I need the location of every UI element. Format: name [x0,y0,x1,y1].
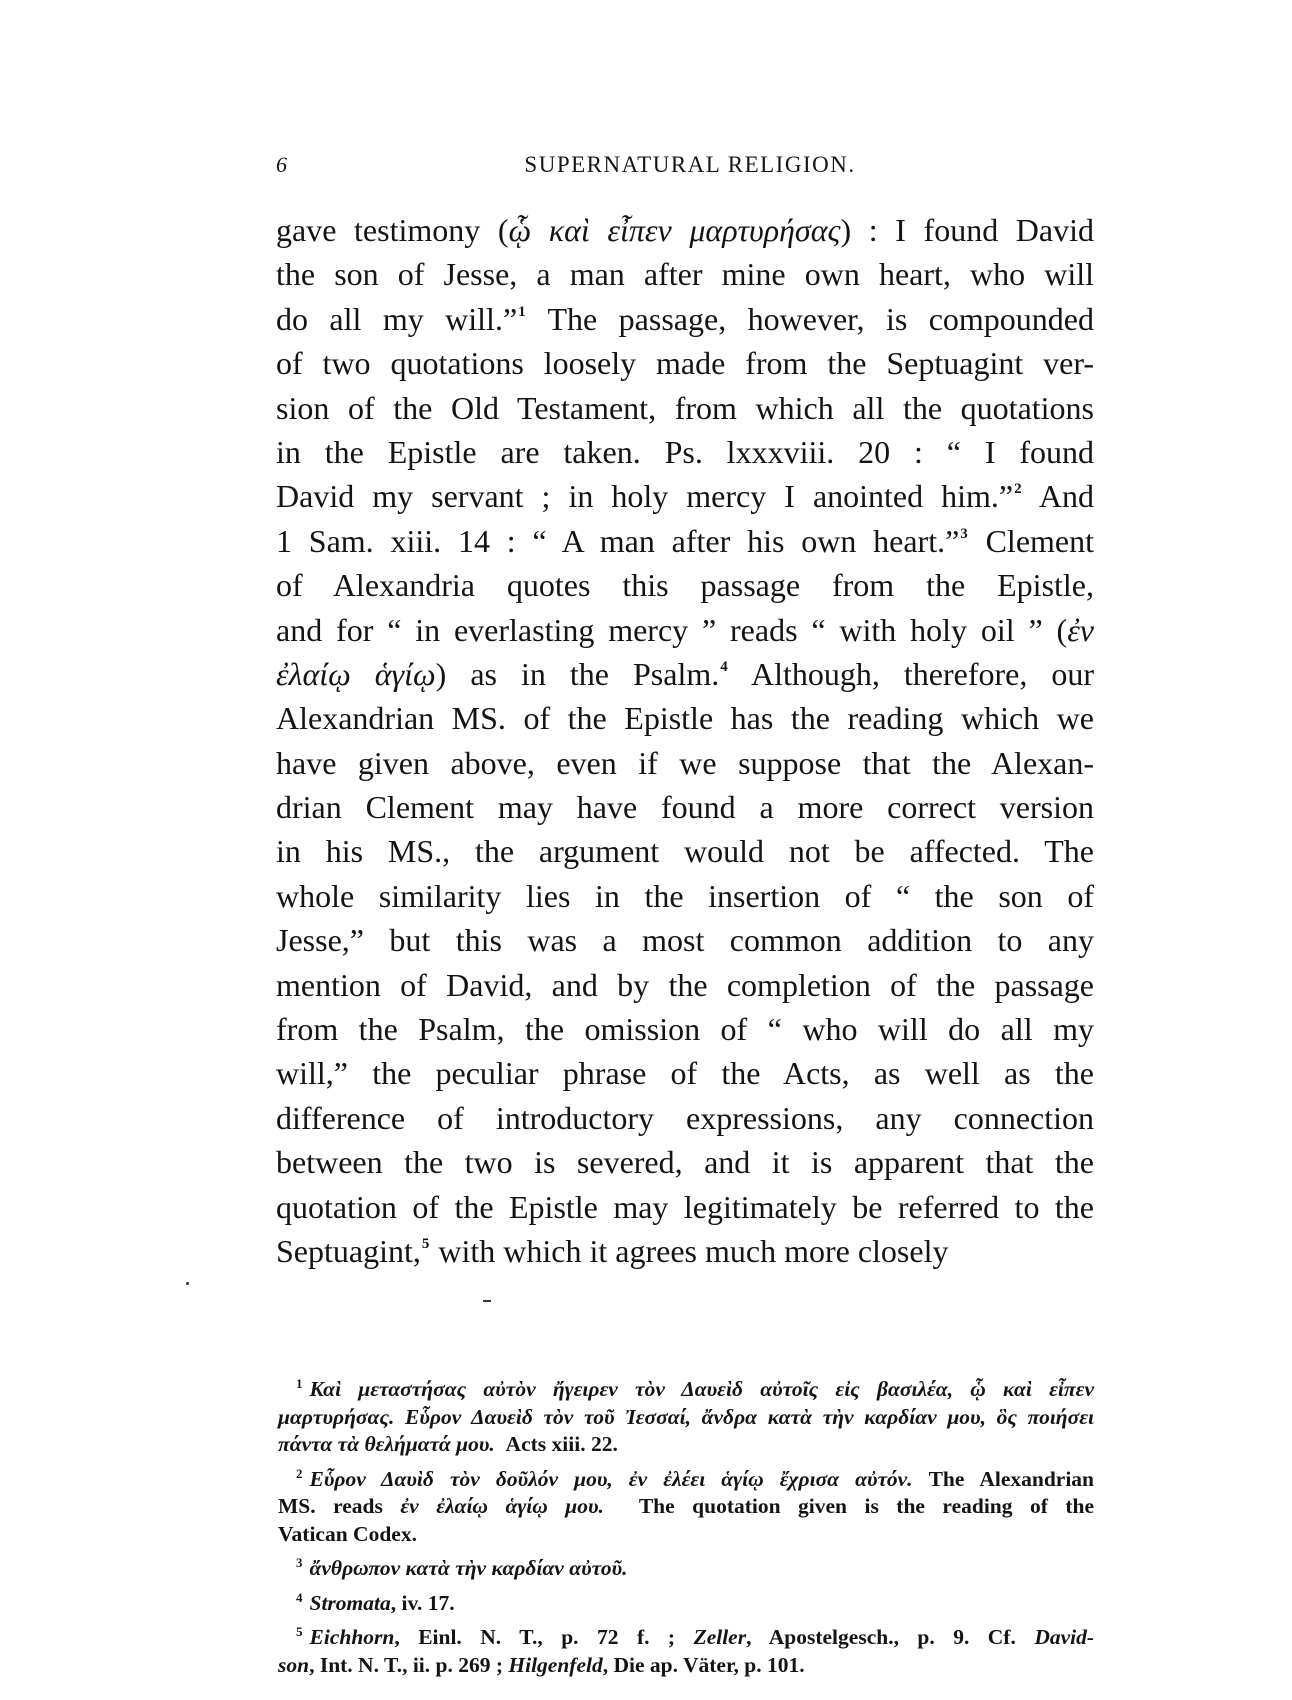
footnotes [278,1376,1094,1686]
footnote-ref: 3 [960,525,968,542]
print-speck [483,1300,491,1302]
text-line: quotation of the Epistle may legitimately be referred to the [276,1188,1094,1225]
text-line: whole similarity lies in the insertion of “ the son of [276,877,1094,914]
text-line: the son of Jesse, a man after mine own heart, who will [276,256,1094,293]
text-line: of Alexandria quotes this passage from the Epistle, [276,567,1094,604]
text-line: will,” the peculiar phrase of the Acts, as well as the [276,1055,1094,1092]
main-text [276,208,1094,1273]
running-title: SUPERNATURAL RELIGION. [524,152,856,177]
text-line: David my servant ; in holy mercy I anointed him.”$^2$ And [276,478,1095,515]
text-line: difference of introductory expressions, any connection [276,1099,1094,1136]
text-line: 1 Sam. xiii. 14 : “ A man after his own heart.”$^3$ Clement [276,522,1095,559]
footnote-mark: 1 [296,1376,303,1391]
text-line: drian Clement may have found a more correct version [276,789,1094,826]
footnote-mark: 4 [296,1589,303,1605]
footnote-1: $^1$ Καὶ μεταστήσας αὐτὸν ἤγειρεν τὸν Δαυεὶδ αὐτοῖς εἰς βασιλέα, ᾧ καὶ εἶπεν μαρτυρήσας. Εὗρον Δαυεὶδ τὸν τοῦ Ἰεσσαί, ἄνδρα κατὰ τὴν καρδίαν μου, ὃς ποιήσει πάντα τὰ θελήματά μου. Acts xiii. 22. [278,1376,1094,1456]
text-line: between the two is severed, and it is apparent that the [276,1144,1094,1181]
text-line: Jesse,” but this was a most common addition to any [276,922,1094,959]
footnote-4: $^4$ Stromata, iv. 17. [296,1589,455,1615]
footnote-5: $^5$ Eichhorn, Einl. N. T., p. 72 f. ; Zeller, Apostelgesch., p. 9. Cf. David- son, Int. N. T., ii. p. 269 ; Hilgenfeld, Die ap. Väter, p. 101. [278,1624,1095,1677]
footnote-ref: 2 [1014,481,1022,498]
footnote-ref: 5 [421,1235,430,1252]
text-line: Alexandrian MS. of the Epistle has the reading which we [276,700,1094,737]
print-speck [186,1282,189,1285]
page-header [272,152,1108,186]
text-line: in his MS., the argument would not be affected. The [276,833,1094,870]
text-line: sion of the Old Testament, from which all the quotations [276,389,1094,426]
text-line: mention of David, and by the completion of the passage [276,966,1094,1003]
footnote-ref: 4 [720,658,728,675]
text-line: ἐλαίῳ ἁγίῳ) as in the Psalm.$^4$ Although, therefore, our [276,655,1095,692]
text-line: do all my will.”$^1$ The passage, however, is compounded [276,300,1095,337]
text-line: from the Psalm, the omission of “ who will do all my [276,1011,1094,1048]
footnote-2: $^2$ Εὗρον Δαυὶδ τὸν δοῦλόν μου, ἐν ἐλέει ἁγίῳ ἔχρισα αὐτόν. The Alexandrian MS. reads ἐν ἐλαίῳ ἁγίῳ μου. The quotation given is the reading of the Vatican Codex. [278,1465,1095,1546]
page-number: 6 [276,152,287,177]
footnote-mark: 5 [296,1624,303,1639]
text-line: of two quotations loosely made from the Septuagint ver- [276,345,1094,382]
footnote-mark: 3 [296,1555,303,1570]
footnote-ref: 1 [518,303,526,320]
footnote-mark: 2 [296,1465,303,1481]
text-line: gave testimony (ᾧ καὶ εἶπεν μαρτυρήσας) : I found David [276,212,1095,248]
text-line: in the Epistle are taken. Ps. lxxxviii. 20 : “ I found [276,433,1094,470]
footnote-3: $^3$ ἄνθρωπον κατὰ τὴν καρδίαν αὐτοῦ. [296,1555,628,1580]
text-line: and for “ in everlasting mercy ” reads “ with holy oil ” (ἐν [276,611,1094,648]
text-line: have given above, even if we suppose that the Alexan- [276,744,1094,781]
text-line: Septuagint,$^5$ with which it agrees much more closely [276,1232,949,1269]
